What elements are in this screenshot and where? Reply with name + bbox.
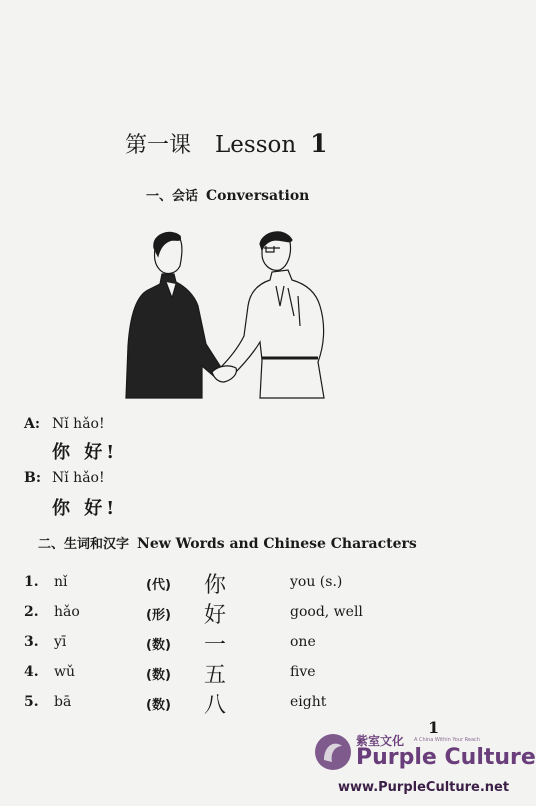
watermark-tagline: A China Within Your Reach bbox=[414, 737, 480, 743]
section-heading-english: Conversation bbox=[206, 188, 310, 204]
vocab-number: 5. bbox=[24, 694, 39, 710]
vocab-row bbox=[24, 634, 484, 658]
handshake-illustration bbox=[120, 226, 335, 401]
purple-culture-watermark bbox=[314, 730, 536, 800]
dialogue-line-b bbox=[24, 470, 105, 486]
section-heading-chinese: 二、生词和汉字 bbox=[38, 537, 130, 552]
vocab-row bbox=[24, 574, 484, 598]
vocab-hanzi: 好 bbox=[204, 603, 227, 628]
vocab-pinyin: yī bbox=[54, 634, 67, 650]
dialogue-hanzi-a: 你 好! bbox=[52, 442, 119, 463]
vocab-number: 2. bbox=[24, 604, 39, 620]
speaker-label: B: bbox=[24, 470, 42, 486]
vocab-part-of-speech: (数) bbox=[146, 698, 171, 713]
dialogue-pinyin: Nǐ hǎo! bbox=[52, 470, 105, 486]
vocab-part-of-speech: (形) bbox=[146, 608, 171, 623]
page-number: 1 bbox=[428, 718, 440, 737]
purple-culture-logo-icon bbox=[314, 732, 352, 772]
watermark-url: www.PurpleCulture.net bbox=[338, 780, 510, 795]
lesson-title bbox=[125, 128, 328, 159]
vocab-number: 1. bbox=[24, 574, 39, 590]
vocab-row bbox=[24, 694, 484, 718]
vocab-part-of-speech: (数) bbox=[146, 668, 171, 683]
vocab-pinyin: hǎo bbox=[54, 604, 80, 620]
vocab-hanzi: 一 bbox=[204, 633, 227, 658]
speaker-label: A: bbox=[24, 416, 41, 432]
vocab-pinyin: wǔ bbox=[54, 664, 75, 680]
dialogue-hanzi-b: 你 好! bbox=[52, 498, 119, 519]
vocab-english: five bbox=[290, 664, 316, 680]
vocab-pinyin: bā bbox=[54, 694, 72, 710]
vocab-english: eight bbox=[290, 694, 327, 710]
lesson-title-chinese: 第一课 bbox=[125, 133, 192, 158]
section-heading-english: New Words and Chinese Characters bbox=[137, 536, 417, 552]
vocab-number: 3. bbox=[24, 634, 39, 650]
vocab-number: 4. bbox=[24, 664, 39, 680]
vocab-english: one bbox=[290, 634, 316, 650]
watermark-brand: Purple Culture bbox=[356, 745, 536, 770]
watermark-chinese: 紫室文化 bbox=[356, 734, 405, 748]
section-heading-conversation bbox=[146, 185, 309, 204]
vocab-english: good, well bbox=[290, 604, 363, 620]
vocab-english: you (s.) bbox=[290, 574, 343, 590]
vocab-part-of-speech: (数) bbox=[146, 638, 171, 653]
lesson-title-english: Lesson bbox=[215, 132, 297, 158]
lesson-number: 1 bbox=[310, 129, 328, 158]
vocab-part-of-speech: (代) bbox=[146, 578, 171, 593]
vocab-hanzi: 你 bbox=[204, 573, 227, 598]
vocab-hanzi: 八 bbox=[204, 693, 227, 718]
dialogue-line-a bbox=[24, 416, 105, 432]
section-heading-chinese: 一、会话 bbox=[146, 189, 199, 204]
vocab-row bbox=[24, 604, 484, 628]
vocab-hanzi: 五 bbox=[204, 663, 227, 688]
vocab-pinyin: nǐ bbox=[54, 574, 68, 590]
dialogue-pinyin: Nǐ hǎo! bbox=[52, 416, 105, 432]
section-heading-new-words bbox=[38, 533, 417, 552]
vocab-row bbox=[24, 664, 484, 688]
